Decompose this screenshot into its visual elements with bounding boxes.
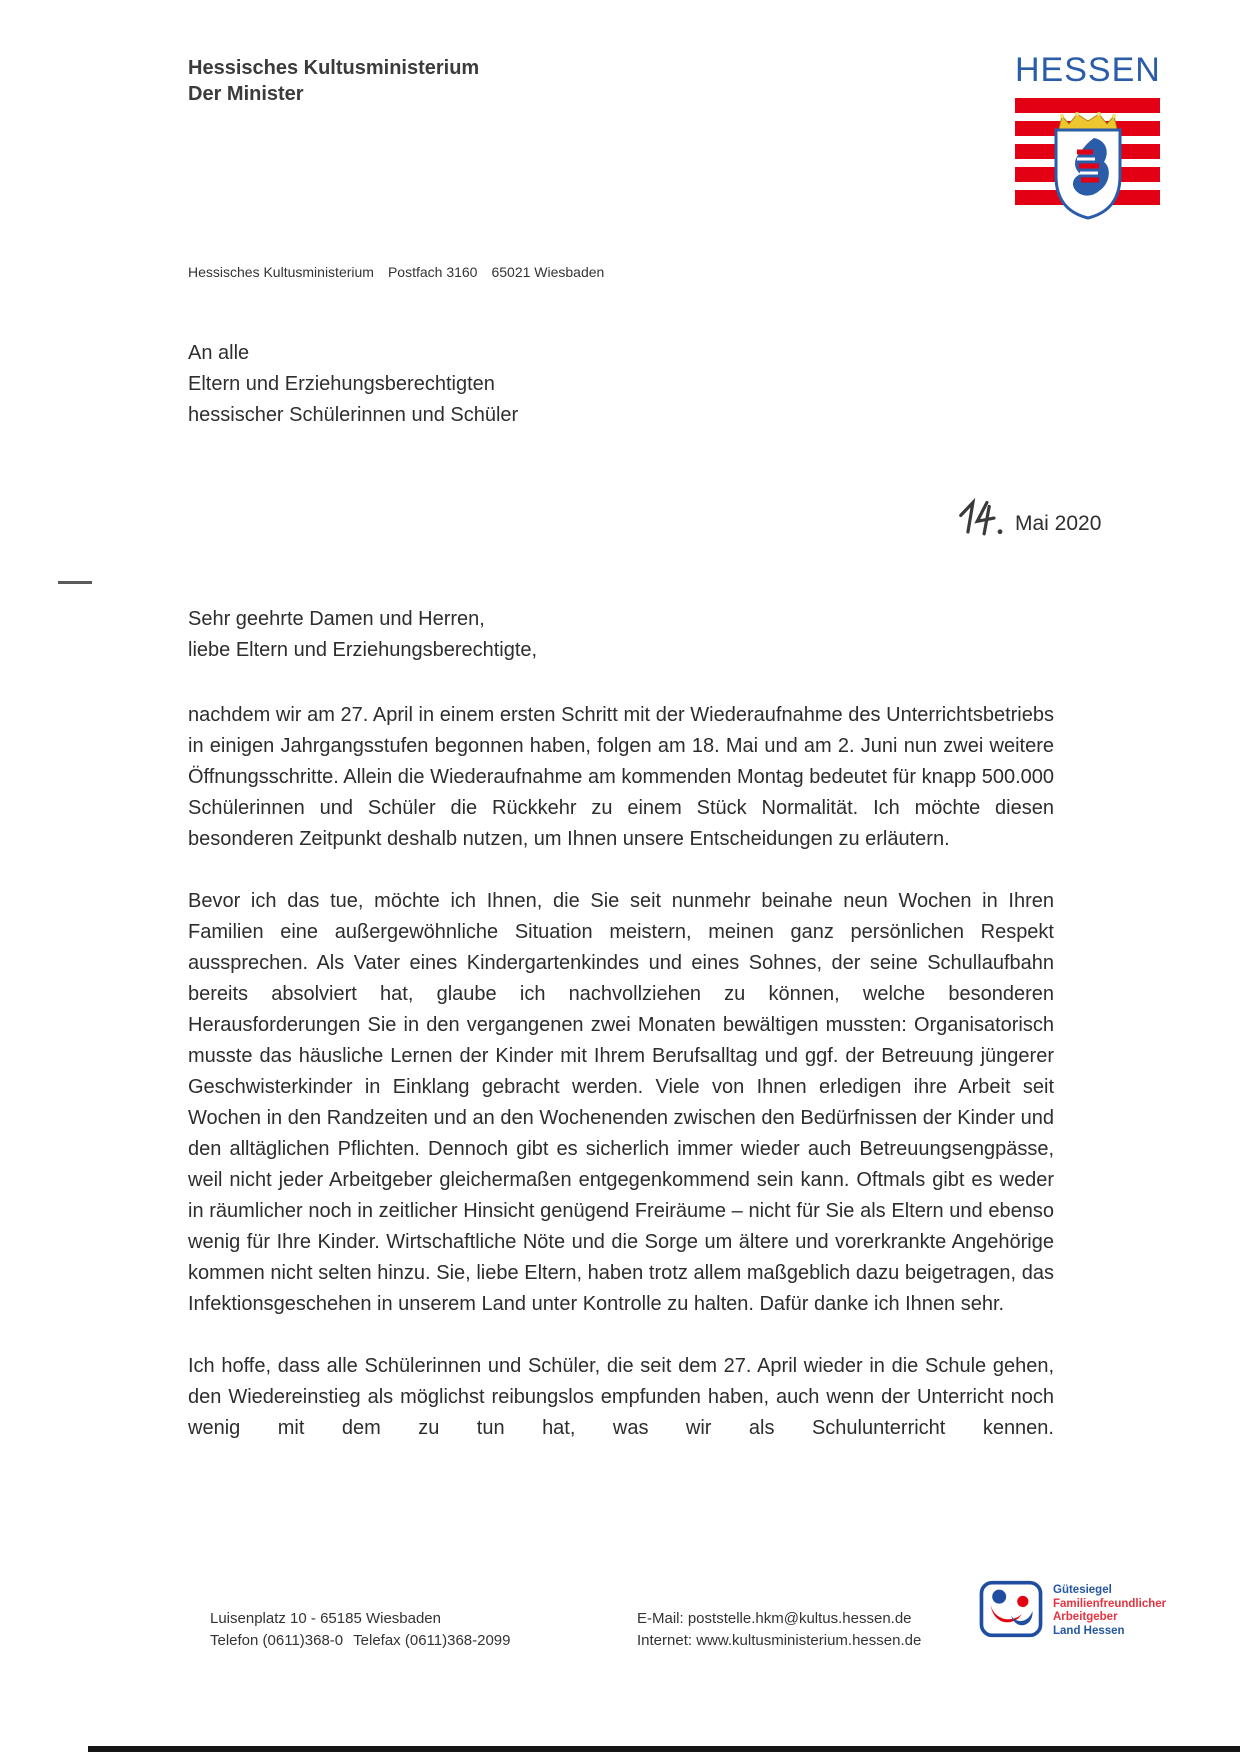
hessen-coat-of-arms-icon — [1047, 112, 1129, 220]
footer-contact-block — [637, 1608, 921, 1652]
salutation-line: liebe Eltern und Erziehungsberechtigte, — [188, 639, 538, 661]
footer-internet: Internet: www.kultusministerium.hessen.de — [637, 1632, 922, 1649]
footer-fax: Telefax (0611)368-2099 — [353, 1632, 511, 1649]
sender-role: Der Minister — [188, 83, 304, 105]
paragraph-1: nachdem wir am 27. April in einem ersten Schritt mit der Wiederaufnahme des Unterrichtsbetriebs in einigen Jahrgangsstufen begonnen haben, folgen am 18. Mai und am 2. Juni nun zwei weitere Öffnungsschritte. Allein die Wiederaufnahme am kommenden Montag bedeutet für knapp 500.000 Schülerinnen und Schüler die Rückkehr zu einem Stück Normalität. Ich möchte diesen besonderen Zeitpunkt deshalb nutzen, um Ihnen unsere Entscheidungen zu erläutern. — [188, 704, 1054, 850]
date-text: Mai 2020 — [1015, 512, 1102, 535]
recipient-block — [188, 338, 518, 431]
recipient-line: An alle — [188, 342, 250, 364]
guetesiegel-block — [978, 1580, 1166, 1638]
recipient-line: hessischer Schülerinnen und Schüler — [188, 404, 519, 426]
footer-address: Luisenplatz 10 - 65185 Wiesbaden — [210, 1610, 441, 1627]
recipient-line: Eltern und Erziehungsberechtigten — [188, 373, 495, 395]
footer-address-block — [210, 1608, 521, 1652]
salutation — [188, 604, 537, 666]
handwritten-day-icon — [954, 496, 1009, 540]
guetesiegel-logo-icon — [978, 1580, 1044, 1638]
return-part-city: 65021 Wiesbaden — [491, 264, 605, 280]
hessen-stripes — [1015, 98, 1160, 208]
date-block — [955, 498, 1101, 538]
paragraph-2: Bevor ich das tue, möchte ich Ihnen, die Sie seit nunmehr beinahe neun Wochen in Ihren Familien eine außergewöhnliche Situation meistern, meinen ganz persönlichen Respekt aussprechen. Als Vater eines Kindergartenkindes und eines Sohnes, der seine Schullaufbahn bereits absolviert hat, glaube ich nachvollziehen zu können, welche besonderen Herausforderungen Sie in den vergangenen zwei Monaten bewältigen mussten: Organisatorisch musste das häusliche Lernen der Kinder mit Ihrem Berufsalltag und ggf. der Betreuung jüngerer Geschwisterkinder in Einklang gebracht werden. Viele von Ihnen erledigen ihre Arbeit seit Wochen in den Randzeiten und an den Wochenenden zwischen den Bedürfnissen der Kinder und den alltäglichen Pflichten. Dennoch gibt es sicherlich immer wieder auch Betreuungsengpässe, weil nicht jeder Arbeitgeber gleichermaßen entgegenkommend sein kann. Oftmals gibt es weder in räumlicher noch in zeitlicher Hinsicht genügend Freiräume – nicht für Sie als Eltern und ebenso wenig für Ihre Kinder. Wirtschaftliche Nöte und die Sorge um ältere und vorerkrankte Angehörige kommen nicht selten hinzu. Sie, liebe Eltern, haben trotz allem maßgeblich dazu beigetragen, das Infektionsgeschehen in unserem Land unter Kontrolle zu halten. Dafür danke ich Ihnen sehr. — [188, 890, 1054, 1315]
paragraph-3: Ich hoffe, dass alle Schülerinnen und Schüler, die seit dem 27. April wieder in die Schule gehen, den Wiedereinstieg als möglichst reibungslos empfunden haben, auch wenn der Unterricht noch wenig mit dem zu tun hat, was wir als Schulunterricht kennen. — [188, 1355, 1054, 1439]
guetesiegel-text — [1053, 1580, 1166, 1638]
hessen-logo — [1015, 50, 1160, 230]
seal-line: Familienfreundlicher — [1053, 1597, 1167, 1610]
footer-email: E-Mail: poststelle.hkm@kultus.hessen.de — [637, 1610, 912, 1627]
seal-line: Gütesiegel — [1053, 1584, 1112, 1596]
scan-artifact-bar — [88, 1746, 1240, 1752]
salutation-line: Sehr geehrte Damen und Herren, — [188, 608, 485, 630]
footer-phone: Telefon (0611)368-0 — [210, 1632, 344, 1649]
letterhead — [188, 55, 479, 107]
return-part-sender: Hessisches Kultusministerium — [188, 264, 374, 280]
seal-line: Arbeitgeber — [1053, 1611, 1118, 1623]
fold-mark — [58, 581, 92, 584]
return-address-line — [188, 264, 618, 280]
sender-name: Hessisches Kultusministerium — [188, 57, 480, 79]
letter-body — [188, 700, 1054, 1475]
seal-line: Land Hessen — [1053, 1624, 1125, 1637]
return-part-pobox: Postfach 3160 — [387, 264, 478, 280]
hessen-wordmark: HESSEN — [1015, 51, 1161, 89]
